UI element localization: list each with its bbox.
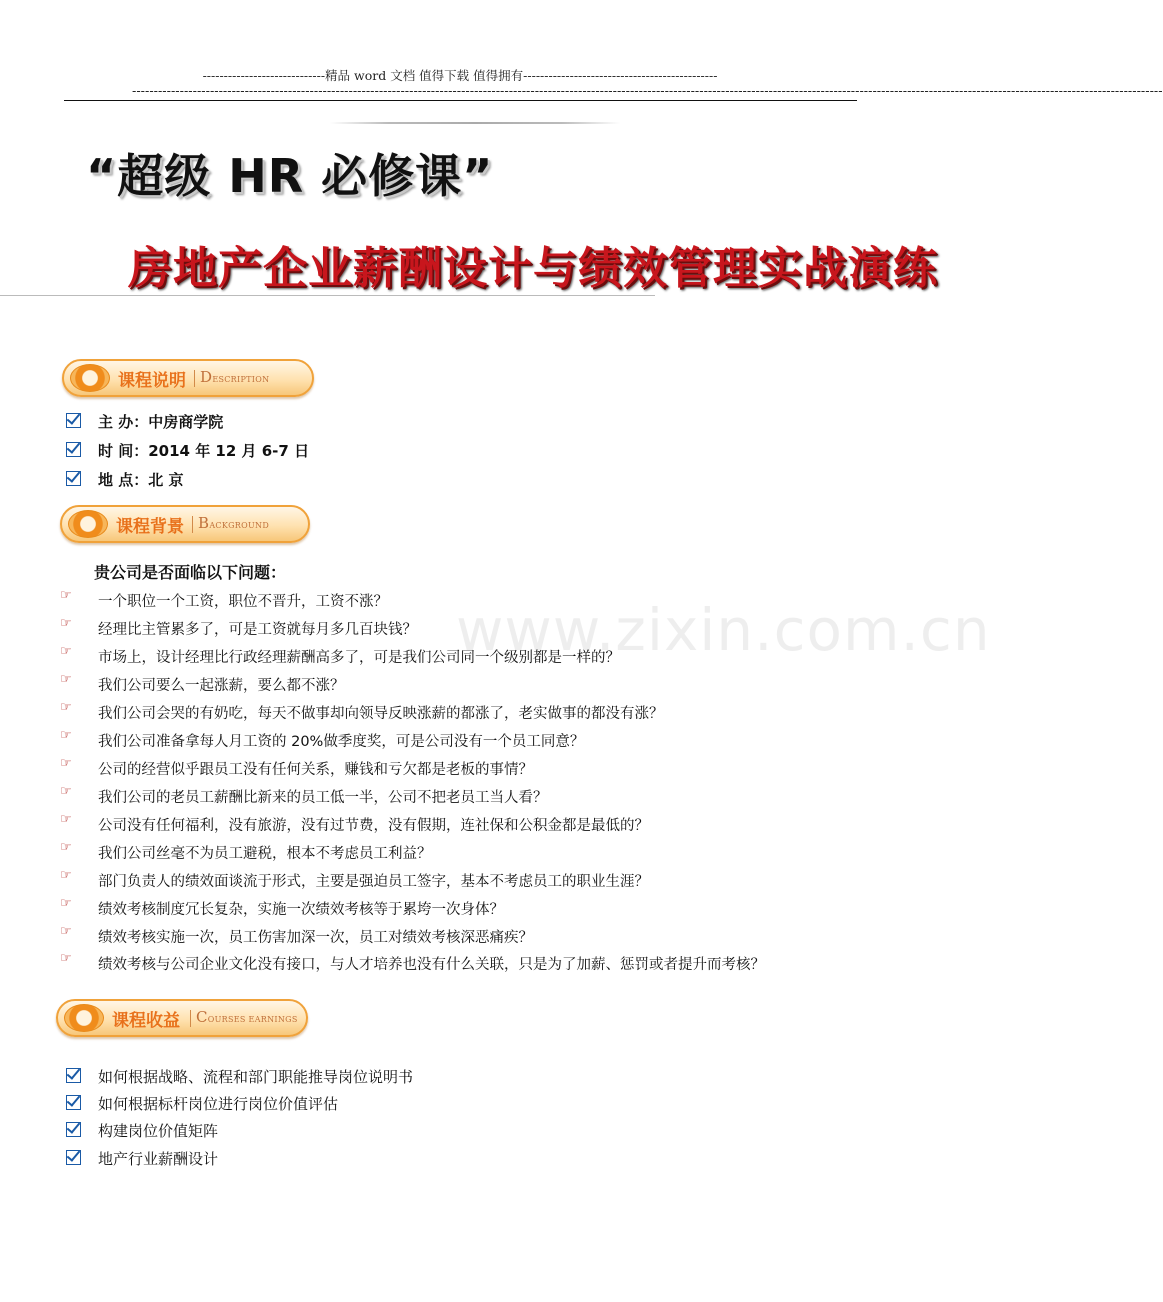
pointing-hand-icon: ☞ <box>60 672 72 687</box>
section-subtitle: BACKGROUND <box>198 514 270 532</box>
pointing-hand-icon: ☞ <box>60 951 72 966</box>
background-lead: 贵公司是否面临以下问题： <box>94 563 287 582</box>
section-title: 课程背景 <box>116 517 184 537</box>
course-title: 房地产企业薪酬设计与绩效管理实战演练 <box>128 243 938 294</box>
pointing-hand-icon: ☞ <box>60 616 72 631</box>
pointing-hand-icon: ☞ <box>60 728 72 743</box>
checkbox-checked-icon <box>66 413 81 428</box>
page-header-dashes: ---------------------------------------------------------------------------------------------------------------------------------------------------------------------------------------------------------------------------------------------- <box>132 84 1163 98</box>
checkbox-checked-icon <box>66 1095 81 1110</box>
section-header-description <box>62 359 314 397</box>
section-title: 课程说明 <box>118 371 186 391</box>
pointing-hand-icon: ☞ <box>60 644 72 659</box>
faint-divider <box>330 122 620 124</box>
section-subtitle: DESCRIPTION <box>200 368 270 386</box>
pointing-hand-icon: ☞ <box>60 868 72 883</box>
pointing-hand-icon: ☞ <box>60 700 72 715</box>
pointing-hand-icon: ☞ <box>60 784 72 799</box>
section-disc-icon <box>70 364 110 392</box>
pointing-hand-icon: ☞ <box>60 812 72 827</box>
pointing-hand-icon: ☞ <box>60 924 72 939</box>
pointing-hand-icon: ☞ <box>60 588 72 603</box>
pointing-hand-icon: ☞ <box>60 756 72 771</box>
section-disc-icon <box>64 1004 104 1032</box>
checkbox-checked-icon <box>66 1150 81 1165</box>
main-title: “超级 HR 必修课” <box>86 149 494 203</box>
section-header-background <box>60 505 310 543</box>
checkbox-checked-icon <box>66 442 81 457</box>
section-disc-icon <box>68 510 108 538</box>
checkbox-checked-icon <box>66 1122 81 1137</box>
title-separator <box>0 295 655 296</box>
checkbox-checked-icon <box>66 1068 81 1083</box>
section-header-earnings <box>56 999 308 1037</box>
pointing-hand-icon: ☞ <box>60 896 72 911</box>
checkbox-checked-icon <box>66 471 81 486</box>
page-header-line: -----------------------------精品 word 文档 值得下载 值得拥有---------------------------------------------- <box>202 68 718 83</box>
section-title: 课程收益 <box>112 1011 180 1031</box>
header-rule <box>64 100 857 101</box>
watermark: www.zixin.com.cn <box>456 596 991 664</box>
section-subtitle: COURSES EARNINGS <box>196 1008 298 1026</box>
pointing-hand-icon: ☞ <box>60 840 72 855</box>
